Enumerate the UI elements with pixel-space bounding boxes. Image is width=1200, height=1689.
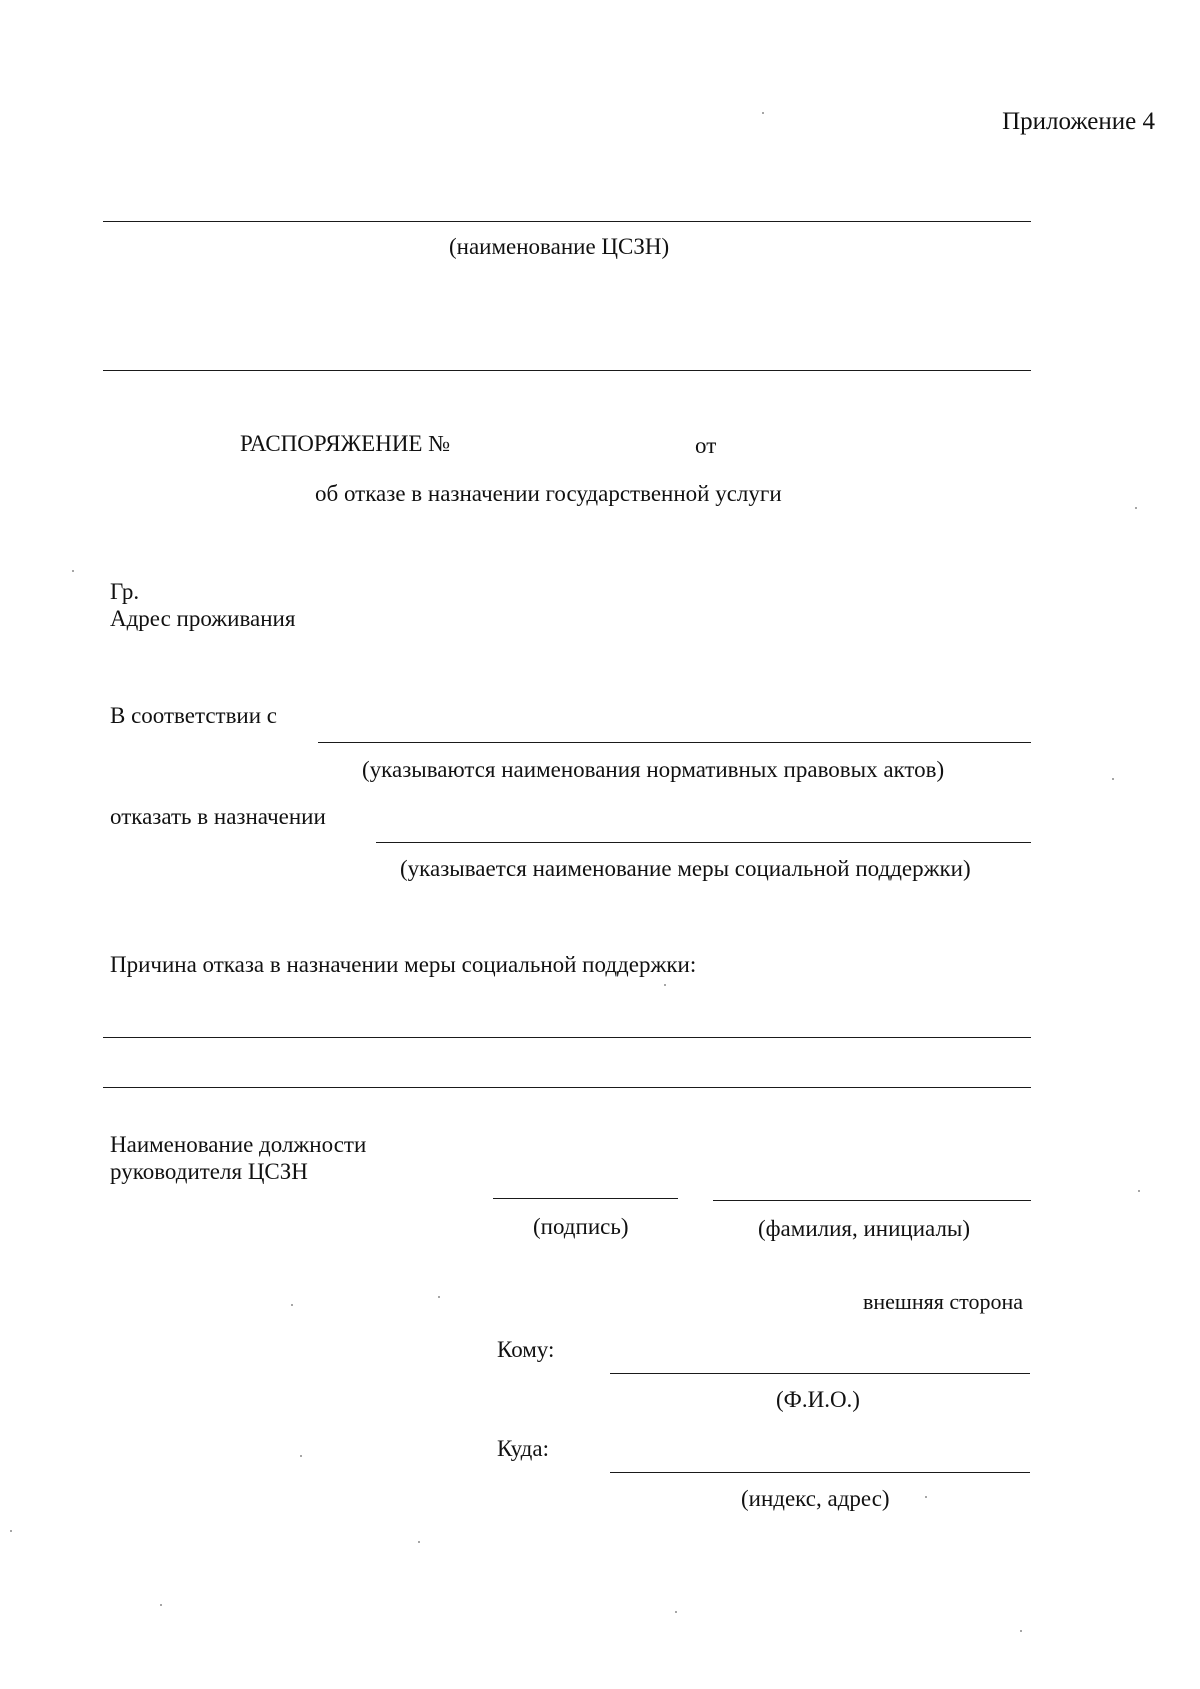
reason-label: Причина отказа в назначении меры социальной поддержки: — [110, 952, 697, 977]
scan-speck — [925, 1496, 927, 1498]
org-name-line — [103, 221, 1031, 222]
to-caption: (Ф.И.О.) — [776, 1387, 860, 1412]
where-line — [610, 1472, 1030, 1473]
refusal-caption: (указывается наименование меры социальной поддержки) — [400, 856, 971, 881]
scan-speck — [1135, 507, 1137, 509]
to-line — [610, 1373, 1030, 1374]
envelope-side-label: внешняя сторона — [862, 1289, 1023, 1314]
reason-line-2 — [103, 1087, 1031, 1088]
scan-speck — [160, 1604, 162, 1606]
basis-line — [318, 742, 1031, 743]
basis-label: В соответствии с — [110, 703, 278, 728]
order-title: РАСПОРЯЖЕНИЕ № — [240, 431, 451, 456]
citizen-label: Гр. — [110, 579, 140, 604]
scan-speck — [675, 1611, 677, 1613]
scan-speck — [1138, 1190, 1140, 1192]
scan-speck — [1112, 778, 1114, 780]
basis-caption: (указываются наименования нормативных правовых актов) — [362, 757, 945, 782]
position-title-line1: Наименование должности — [110, 1132, 367, 1157]
order-subject: об отказе в назначении государственной услуги — [315, 481, 782, 506]
where-label: Куда: — [497, 1436, 549, 1461]
scan-speck — [72, 570, 74, 572]
scan-speck — [300, 1455, 302, 1457]
name-line — [713, 1200, 1031, 1201]
org-second-line — [103, 370, 1031, 371]
scan-speck — [438, 1296, 440, 1298]
org-name-caption: (наименование ЦСЗН) — [449, 234, 670, 259]
refusal-line — [376, 842, 1031, 843]
scan-speck — [418, 1541, 420, 1543]
where-caption: (индекс, адрес) — [741, 1486, 890, 1511]
scan-speck — [664, 984, 666, 986]
appendix-label: Приложение 4 — [1002, 108, 1155, 135]
scan-speck — [10, 1530, 12, 1532]
signature-caption: (подпись) — [533, 1214, 629, 1239]
position-title-line2: руководителя ЦСЗН — [110, 1159, 308, 1184]
scan-speck — [762, 112, 764, 114]
to-label: Кому: — [497, 1337, 555, 1362]
name-caption: (фамилия, инициалы) — [758, 1216, 971, 1241]
scan-speck — [1020, 1630, 1022, 1632]
signature-line — [493, 1198, 678, 1199]
refusal-label: отказать в назначении — [110, 804, 326, 829]
reason-line-1 — [103, 1037, 1031, 1038]
address-label: Адрес проживания — [110, 606, 296, 631]
order-date-label: от — [695, 433, 717, 458]
scan-speck — [291, 1304, 293, 1306]
